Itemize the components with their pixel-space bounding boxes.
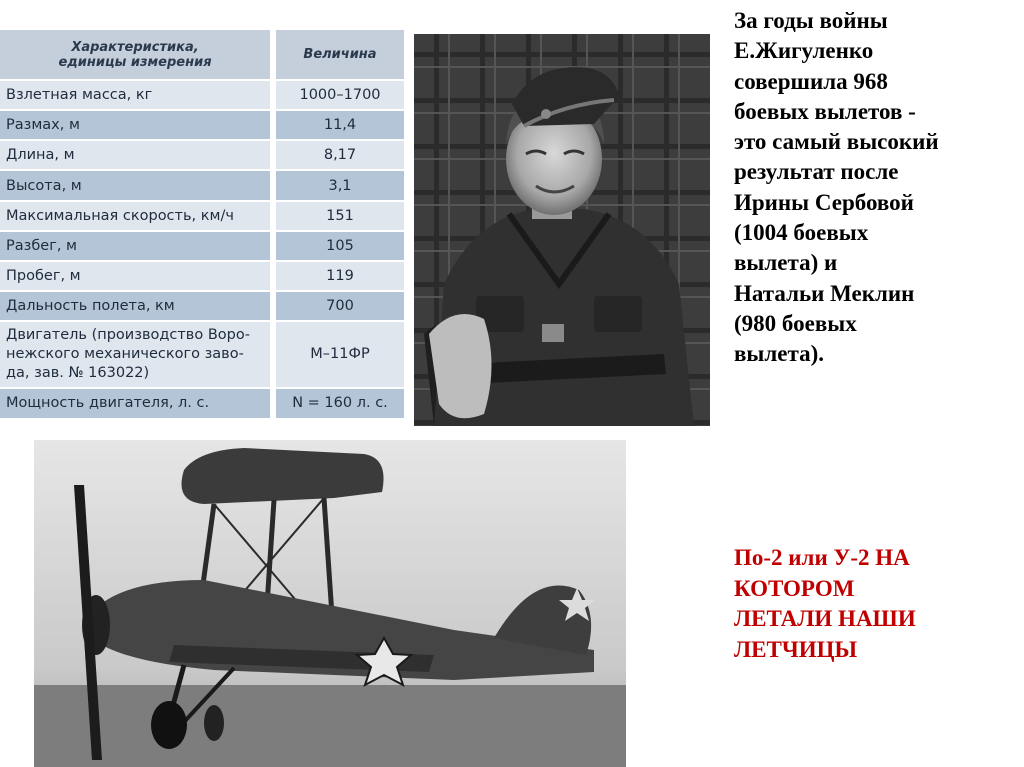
pilot-portrait-photo <box>414 34 710 426</box>
row-value: 105 <box>270 232 404 262</box>
row-label: Размах, м <box>0 111 270 141</box>
table-row <box>0 141 404 171</box>
table-row <box>0 81 404 111</box>
row-value: 1000–1700 <box>270 81 404 111</box>
characteristic-column-header: Характеристика, единицы измерения <box>0 30 270 81</box>
table-row <box>0 292 404 322</box>
airplane-caption: По-2 или У-2 НА КОТОРОМ ЛЕТАЛИ НАШИ ЛЕТЧИЦЫ <box>734 545 916 662</box>
table-row <box>0 232 404 262</box>
po-2-airplane-image <box>34 440 626 767</box>
table-row <box>0 202 404 232</box>
aircraft-spec-table <box>0 30 404 420</box>
row-value: М–11ФР <box>270 322 404 389</box>
pilot-portrait-image <box>414 34 710 426</box>
table-row <box>0 262 404 292</box>
table-row <box>0 389 404 420</box>
row-value: 119 <box>270 262 404 292</box>
row-value: 11,4 <box>270 111 404 141</box>
pilot-bio-text: За годы войны Е.Жигуленко совершила 968 боевых вылетов - это самый высокий результат после Ирины Сербовой (1004 боевых вылета) и Натальи Меклин (980 боевых вылета). <box>734 8 939 367</box>
row-value: 8,17 <box>270 141 404 171</box>
table-row <box>0 111 404 141</box>
po-2-airplane-photo <box>34 440 626 767</box>
row-label: Двигатель (производство Воро- нежского механического заво- да, зав. № 163022) <box>0 322 270 389</box>
row-value: 3,1 <box>270 171 404 201</box>
table-row <box>0 171 404 201</box>
row-value: N = 160 л. с. <box>270 389 404 420</box>
row-label: Разбег, м <box>0 232 270 262</box>
row-value: 700 <box>270 292 404 322</box>
row-label: Дальность полета, км <box>0 292 270 322</box>
row-label: Пробег, м <box>0 262 270 292</box>
table-row <box>0 322 404 389</box>
spec-table-header <box>0 30 404 81</box>
row-value: 151 <box>270 202 404 232</box>
value-column-header: Величина <box>270 30 404 81</box>
row-label: Максимальная скорость, км/ч <box>0 202 270 232</box>
row-label: Мощность двигателя, л. с. <box>0 389 270 420</box>
row-label: Высота, м <box>0 171 270 201</box>
row-label: Длина, м <box>0 141 270 171</box>
row-label: Взлетная масса, кг <box>0 81 270 111</box>
